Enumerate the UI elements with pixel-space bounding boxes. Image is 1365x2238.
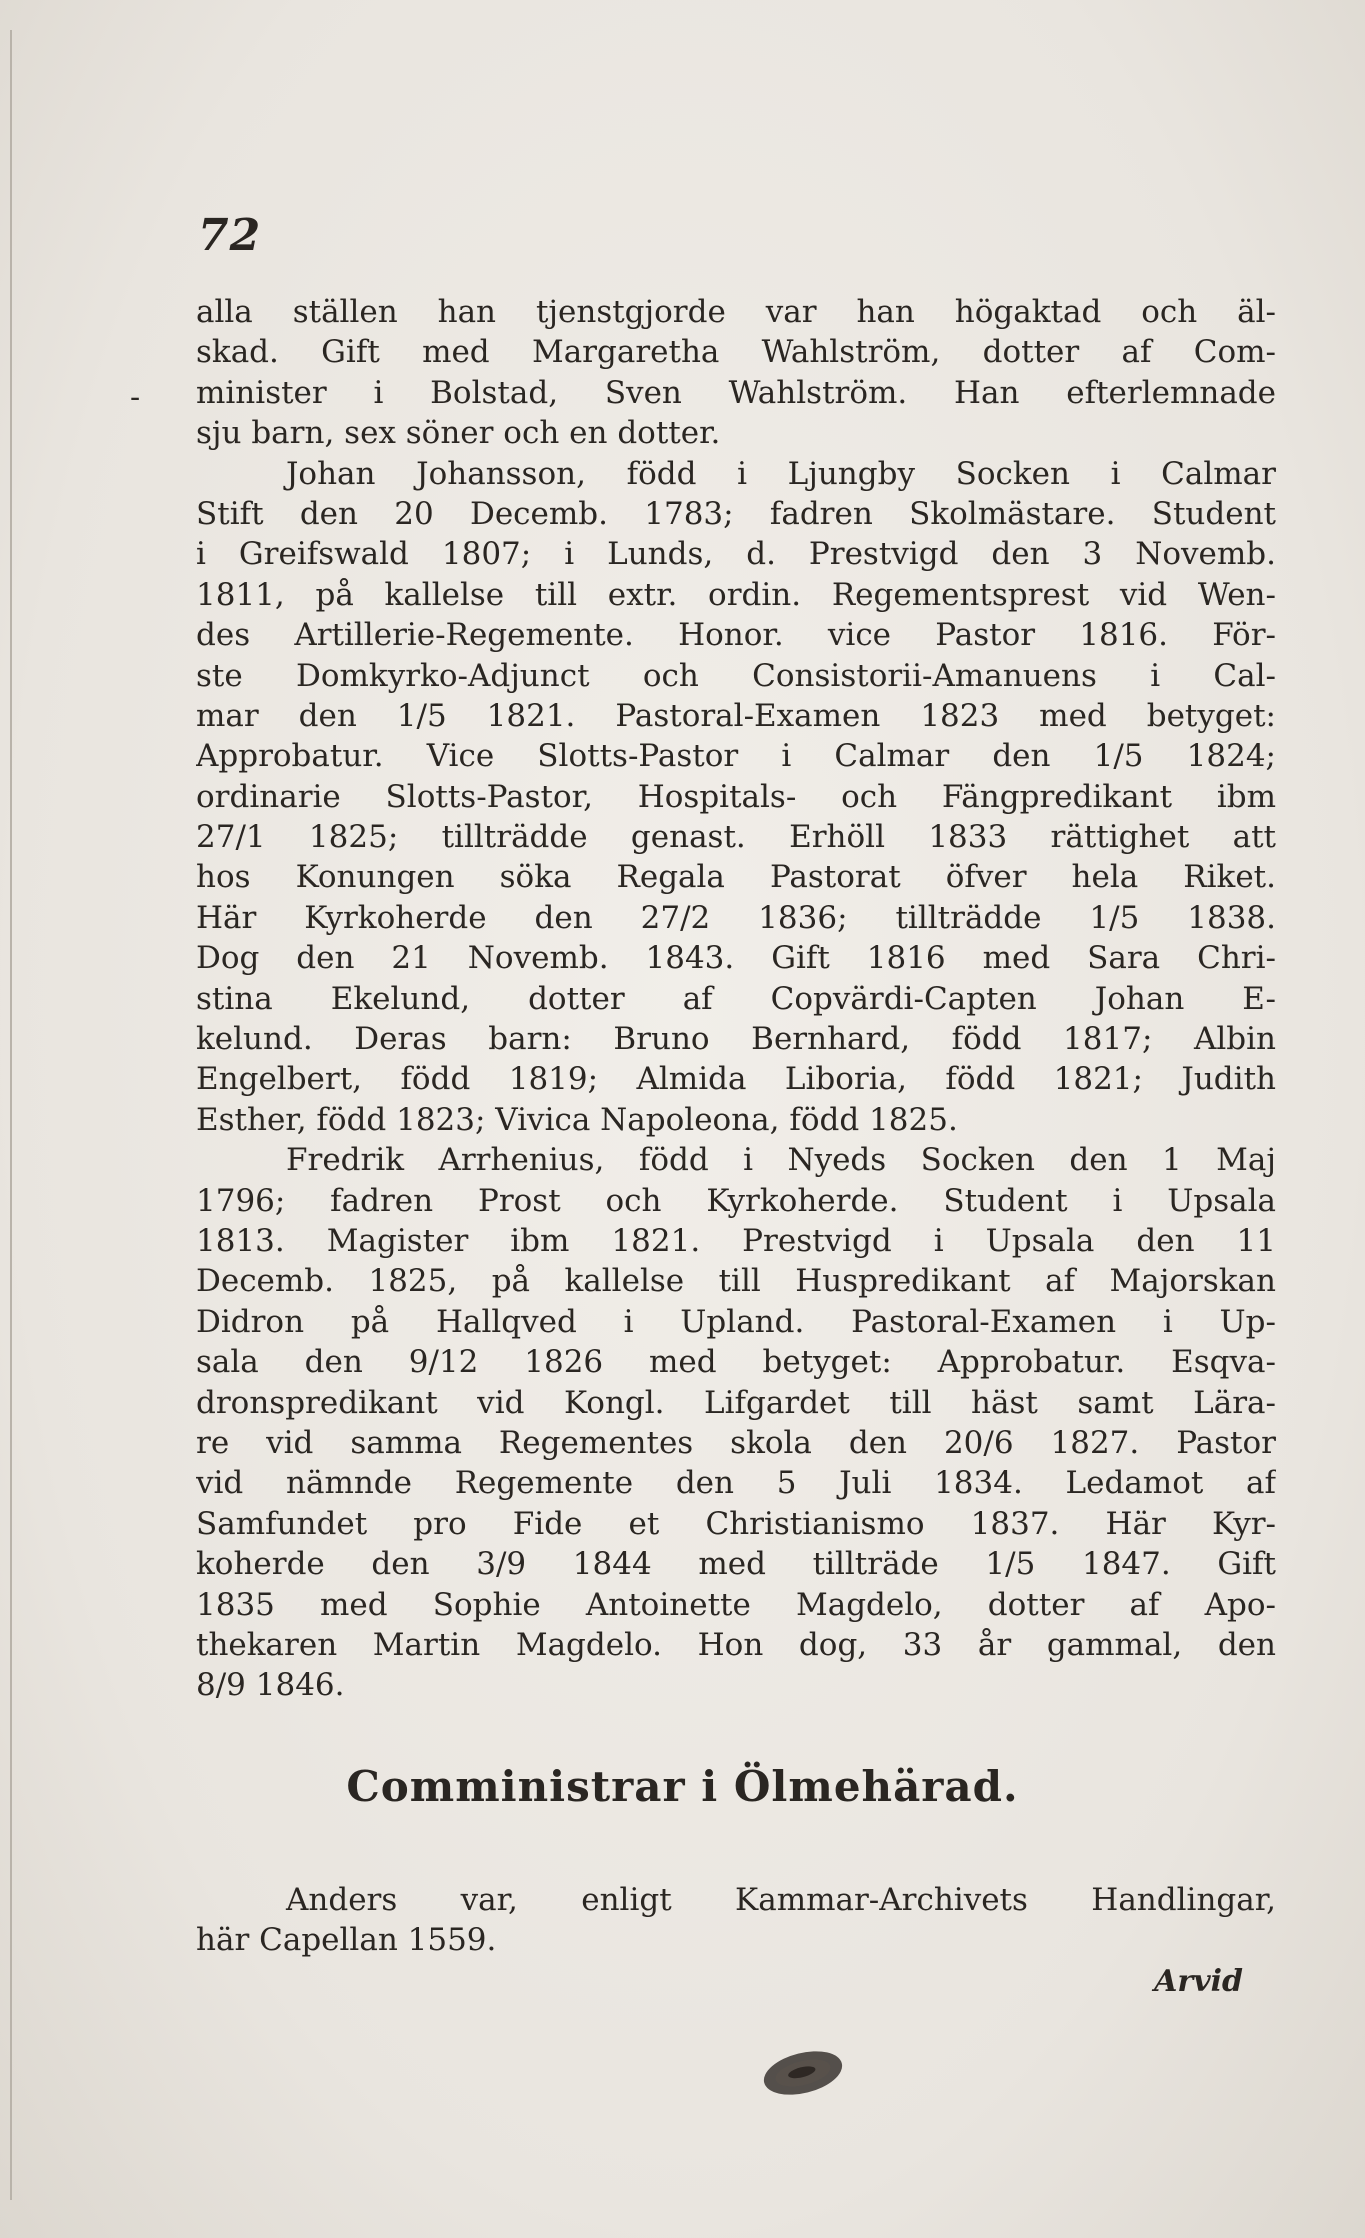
margin-mark: - — [130, 380, 141, 415]
text-line: vid nämnde Regemente den 5 Juli 1834. Ledamot af — [196, 1465, 1276, 1502]
text-line: thekaren Martin Magdelo. Hon dog, 33 år gammal, den — [196, 1626, 1276, 1663]
text-line: mar den 1/5 1821. Pastoral-Examen 1823 med betyget: — [196, 697, 1276, 734]
text-line: Approbatur. Vice Slotts-Pastor i Calmar den 1/5 1824; — [196, 738, 1276, 775]
page-number: 72 — [198, 210, 262, 261]
text-line: kelund. Deras barn: Bruno Bernhard, född 1817; Albin — [196, 1021, 1276, 1058]
text-line: 1813. Magister ibm 1821. Prestvigd i Upsala den 11 — [196, 1222, 1276, 1259]
text-line: sju barn, sex söner och en dotter. — [196, 415, 721, 452]
text-line: stina Ekelund, dotter af Copvärdi-Capten Johan E- — [196, 980, 1276, 1017]
text-line: Dog den 21 Novemb. 1843. Gift 1816 med Sara Chri- — [196, 940, 1276, 977]
text-line: 8/9 1846. — [196, 1667, 345, 1704]
text-line: hos Konungen söka Regala Pastorat öfver hela Riket. — [196, 859, 1276, 896]
text-line: ordinarie Slotts-Pastor, Hospitals- och Fängpredikant ibm — [196, 778, 1276, 815]
text-line: Engelbert, född 1819; Almida Liboria, född 1821; Judith — [196, 1061, 1276, 1098]
text-line: 1835 med Sophie Antoinette Magdelo, dotter af Apo- — [196, 1586, 1276, 1623]
text-line: Fredrik Arrhenius, född i Nyeds Socken den 1 Maj — [286, 1142, 1276, 1179]
text-line: Anders var, enligt Kammar-Archivets Handlingar, — [286, 1882, 1276, 1918]
page-edge-rule — [10, 30, 12, 2200]
text-line: skad. Gift med Margaretha Wahlström, dotter af Com- — [196, 334, 1276, 371]
text-line: i Greifswald 1807; i Lunds, d. Prestvigd den 3 Novemb. — [196, 536, 1276, 573]
library-stamp-icon — [758, 2046, 848, 2100]
catchword: Arvid — [1154, 1964, 1243, 1999]
text-line: 1811, på kallelse till extr. ordin. Regementsprest vid Wen- — [196, 576, 1276, 613]
text-line: dronspredikant vid Kongl. Lifgardet till häst samt Lära- — [196, 1384, 1276, 1421]
text-line: 1796; fadren Prost och Kyrkoherde. Student i Upsala — [196, 1182, 1276, 1219]
text-line: Stift den 20 Decemb. 1783; fadren Skolmästare. Student — [196, 495, 1276, 532]
text-line: des Artillerie-Regemente. Honor. vice Pastor 1816. För- — [196, 617, 1276, 654]
text-line: ste Domkyrko-Adjunct och Consistorii-Amanuens i Cal- — [196, 657, 1276, 694]
section-text — [196, 1880, 1276, 1961]
text-line: sala den 9/12 1826 med betyget: Approbatur. Esqva- — [196, 1344, 1276, 1381]
text-line: Esther, född 1823; Vivica Napoleona, född 1825. — [196, 1101, 958, 1138]
text-line: re vid samma Regementes skola den 20/6 1827. Pastor — [196, 1424, 1276, 1461]
text-line: minister i Bolstad, Sven Wahlström. Han efterlemnade — [196, 374, 1276, 411]
section-heading: Comministrar i Ölmehärad. — [346, 1762, 1019, 1811]
text-line: Johan Johansson, född i Ljungby Socken i Calmar — [286, 455, 1276, 492]
text-line: 27/1 1825; tillträdde genast. Erhöll 1833 rättighet att — [196, 819, 1276, 856]
text-line: Didron på Hallqved i Upland. Pastoral-Examen i Up- — [196, 1303, 1276, 1340]
text-line: Samfundet pro Fide et Christianismo 1837. Här Kyr- — [196, 1505, 1276, 1542]
biography-paragraphs — [196, 292, 1276, 1706]
text-line: Decemb. 1825, på kallelse till Huspredikant af Majorskan — [196, 1263, 1276, 1300]
text-line: koherde den 3/9 1844 med tillträde 1/5 1847. Gift — [196, 1546, 1276, 1583]
text-line: alla ställen han tjenstgjorde var han högaktad och äl- — [196, 294, 1276, 330]
text-line: Här Kyrkoherde den 27/2 1836; tillträdde 1/5 1838. — [196, 899, 1276, 936]
text-line: här Capellan 1559. — [196, 1922, 497, 1959]
